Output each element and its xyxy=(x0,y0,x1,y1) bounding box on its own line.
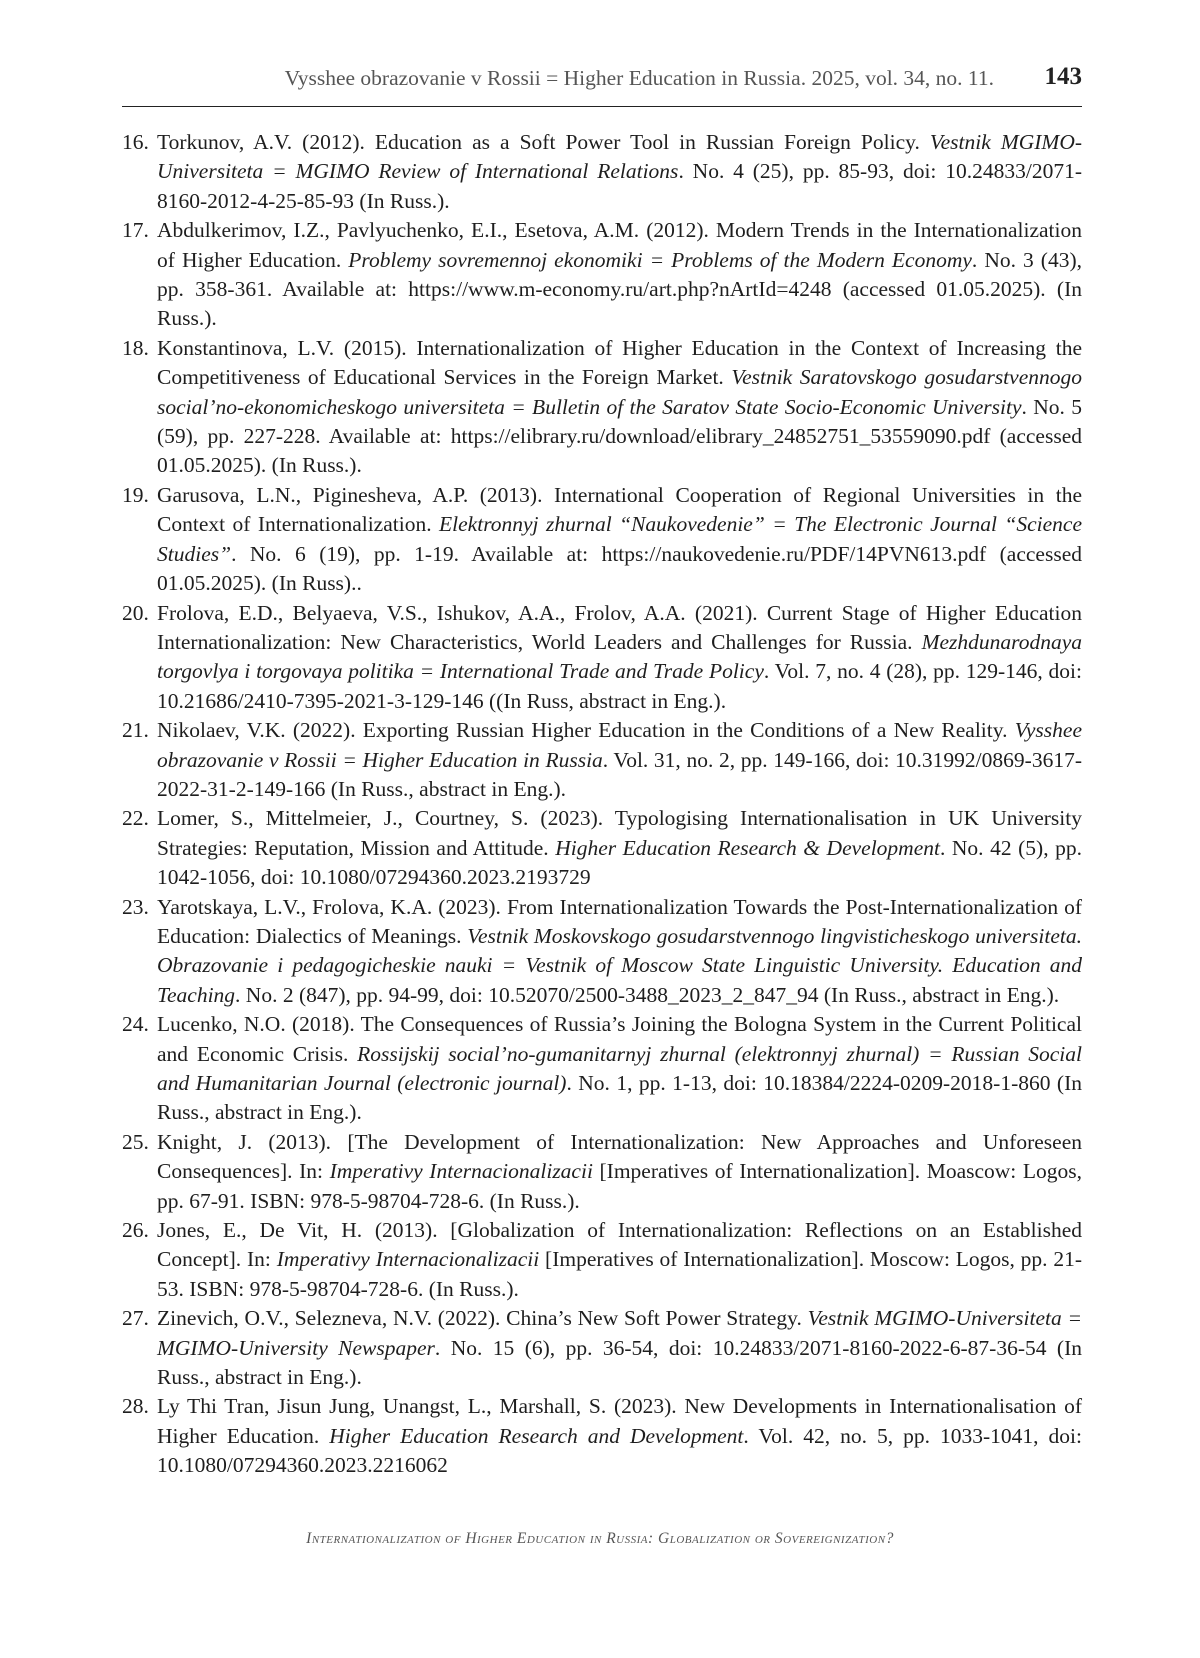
reference-number: 25. xyxy=(122,1129,149,1154)
reference-details: . No. 5 (59), pp. 227-228. Available at: https://elibrary.ru/download/elibrary_24852751_53559090.pdf (accessed 01.05.2025). (In Russ.). xyxy=(157,394,1083,478)
reference-number: 28. xyxy=(122,1394,149,1419)
reference-number: 19. xyxy=(122,482,149,507)
reference-details: . No. 42 (5), pp. 1042-1056, doi: 10.1080/07294360.2023.2193729 xyxy=(157,835,1082,890)
reference-number: 23. xyxy=(122,894,149,919)
reference-number: 26. xyxy=(122,1218,149,1243)
running-title-footer: Internationalization of Higher Education in Russia: Globalization or Sovereignization? xyxy=(306,1530,894,1547)
reference-source: Imperativy Internacionalizacii xyxy=(329,1159,593,1184)
page-header xyxy=(122,60,1082,107)
reference-number: 20. xyxy=(122,600,149,625)
reference-number: 17. xyxy=(122,218,149,243)
reference-details: . Vol. 42, no. 5, pp. 1033-1041, doi: 10.1080/07294360.2023.2216062 xyxy=(157,1423,1082,1478)
reference-source: Higher Education Research and Development xyxy=(329,1423,744,1448)
reference-number: 22. xyxy=(122,806,149,831)
reference-source: Vestnik Saratovskogo gosudarstvennogo social’no-ekonomicheskogo universiteta = Bulletin of the Saratov State Socio-Economic University xyxy=(157,365,1082,419)
reference-item xyxy=(122,128,1082,216)
page-number: 143 xyxy=(1044,63,1082,90)
journal-citation: Vysshee obrazovanie v Rossii = Higher Education in Russia. 2025, vol. 34, no. 11. xyxy=(284,66,994,90)
reference-text: Nikolaev, V.K. (2022). Exporting Russian Higher Education in the Conditions of a New Reality. xyxy=(157,718,1015,743)
reference-source: Mezhdunarodnaya torgovlya i torgovaya politika = International Trade and Trade Policy xyxy=(157,629,1082,684)
reference-details: . No. 15 (6), pp. 36-54, doi: 10.24833/2071-8160-2022-6-87-36-54 (In Russ., abstract in Eng.). xyxy=(157,1335,1082,1390)
reference-item xyxy=(122,334,1082,481)
reference-item xyxy=(122,1128,1082,1216)
reference-item xyxy=(122,804,1082,892)
reference-details: . Vol. 31, no. 2, pp. 149-166, doi: 10.31992/0869-3617-2022-31-2-149-166 (In Russ., abstract in Eng.). xyxy=(157,747,1082,801)
reference-source: Vestnik Moskovskogo gosudarstvennogo lingvisticheskogo universiteta. Obrazovanie i pedagogicheskie nauki = Vestnik of Moscow State Linguistic University. Education and Teaching xyxy=(157,923,1082,1007)
reference-source: Higher Education Research & Development xyxy=(555,835,940,860)
reference-item xyxy=(122,1216,1082,1304)
reference-text: Lucenko, N.O. (2018). The Consequences of Russia’s Joining the Bologna System in the Current Political and Economic Crisis. xyxy=(157,1012,1082,1066)
reference-text: Jones, E., De Vit, H. (2013). [Globalization of Internationalization: Reflections on an Established Concept]. In: xyxy=(157,1218,1082,1272)
reference-number: 24. xyxy=(122,1012,149,1037)
reference-text: Yarotskaya, L.V., Frolova, K.A. (2023). From Internationalization Towards the Post-Internationalization of Education: Dialectics of Meanings. xyxy=(157,894,1082,948)
reference-item xyxy=(122,716,1082,804)
reference-source: Vysshee obrazovanie v Rossii = Higher Education in Russia xyxy=(157,718,1082,772)
reference-text: Zinevich, O.V., Selezneva, N.V. (2022). China’s New Soft Power Strategy. xyxy=(157,1306,808,1331)
reference-details: . No. 1, pp. 1-13, doi: 10.18384/2224-0209-2018-1-860 (In Russ., abstract in Eng.). xyxy=(157,1071,1082,1125)
reference-item xyxy=(122,216,1082,334)
reference-details: . Vol. 7, no. 4 (28), pp. 129-146, doi: 10.21686/2410-7395-2021-3-129-146 ((In Russ, abstract in Eng.). xyxy=(157,659,1082,713)
reference-details: . No. 6 (19), pp. 1-19. Available at: https://naukovedenie.ru/PDF/14PVN613.pdf (accessed 01.05.2025). (In Russ).. xyxy=(157,541,1082,596)
reference-details: [Imperatives of Internationalization]. Moscow: Logos, pp. 21-53. ISBN: 978-5-98704-728-6. (In Russ.). xyxy=(157,1247,1082,1301)
reference-details: . No. 4 (25), pp. 85-93, doi: 10.24833/2071-8160-2012-4-25-85-93 (In Russ.). xyxy=(157,159,1083,213)
reference-text: Knight, J. (2013). [The Development of Internationalization: New Approaches and Unforeseen Consequences]. In: xyxy=(157,1129,1082,1184)
reference-details: . No. 3 (43), pp. 358-361. Available at: https://www.m-economy.ru/art.php?nArtId=4248 (accessed 01.05.2025). (In Russ.). xyxy=(157,247,1082,331)
reference-text: Lomer, S., Mittelmeier, J., Courtney, S. (2023). Typologising Internationalisation in UK University Strategies: Reputation, Mission and Attitude. xyxy=(157,806,1082,860)
reference-item xyxy=(122,1392,1082,1480)
reference-source: Vestnik MGIMO-Universiteta = MGIMO Review of International Relations xyxy=(157,130,1083,184)
reference-details: [Imperatives of Internationalization]. Moascow: Logos, pp. 67-91. ISBN: 978-5-98704-728-6. (In Russ.). xyxy=(157,1159,1082,1213)
reference-text: Abdulkerimov, I.Z., Pavlyuchenko, E.I., Esetova, A.M. (2012). Modern Trends in the Internationalization of Higher Education. xyxy=(157,218,1082,272)
reference-number: 27. xyxy=(122,1306,149,1331)
reference-number: 18. xyxy=(122,335,149,360)
reference-text: Torkunov, A.V. (2012). Education as a Soft Power Tool in Russian Foreign Policy. xyxy=(157,130,930,154)
reference-text: Garusova, L.N., Piginesheva, A.P. (2013). International Cooperation of Regional Universities in the Context of Internationalization. xyxy=(157,482,1082,537)
reference-item xyxy=(122,893,1082,1011)
reference-number: 16. xyxy=(122,130,149,154)
reference-source: Rossijskij social’no-gumanitarnyj zhurnal (elektronnyj zhurnal) = Russian Social and Humanitarian Journal (electronic journal) xyxy=(157,1041,1083,1095)
reference-text: Konstantinova, L.V. (2015). Internationalization of Higher Education in the Context of Increasing the Competitiveness of Educational Services in the Foreign Market. xyxy=(157,335,1082,390)
reference-details: . No. 2 (847), pp. 94-99, doi: 10.52070/2500-3488_2023_2_847_94 (In Russ., abstract in Eng.). xyxy=(235,982,1060,1007)
reference-source: Problemy sovremennoj ekonomiki = Problems of the Modern Economy xyxy=(348,247,972,272)
reference-item xyxy=(122,481,1082,599)
reference-source: Imperativy Internacionalizacii xyxy=(276,1247,540,1272)
reference-item xyxy=(122,1010,1082,1128)
reference-text: Frolova, E.D., Belyaeva, V.S., Ishukov, A.A., Frolov, A.A. (2021). Current Stage of Higher Education Internationalization: New Characteristics, World Leaders and Challenges for Russia. xyxy=(157,600,1082,654)
reference-text: Ly Thi Tran, Jisun Jung, Unangst, L., Marshall, S. (2023). New Developments in Internationalisation of Higher Education. xyxy=(157,1394,1082,1448)
reference-number: 21. xyxy=(122,718,149,743)
reference-item xyxy=(122,1304,1082,1392)
reference-item xyxy=(122,599,1082,717)
reference-source: Vestnik MGIMO-Universiteta = MGIMO-University Newspaper xyxy=(157,1306,1083,1360)
reference-source: Elektronnyj zhurnal “Naukovedenie” = The Electronic Journal “Science Studies” xyxy=(157,512,1082,566)
reference-list xyxy=(122,128,1082,1481)
